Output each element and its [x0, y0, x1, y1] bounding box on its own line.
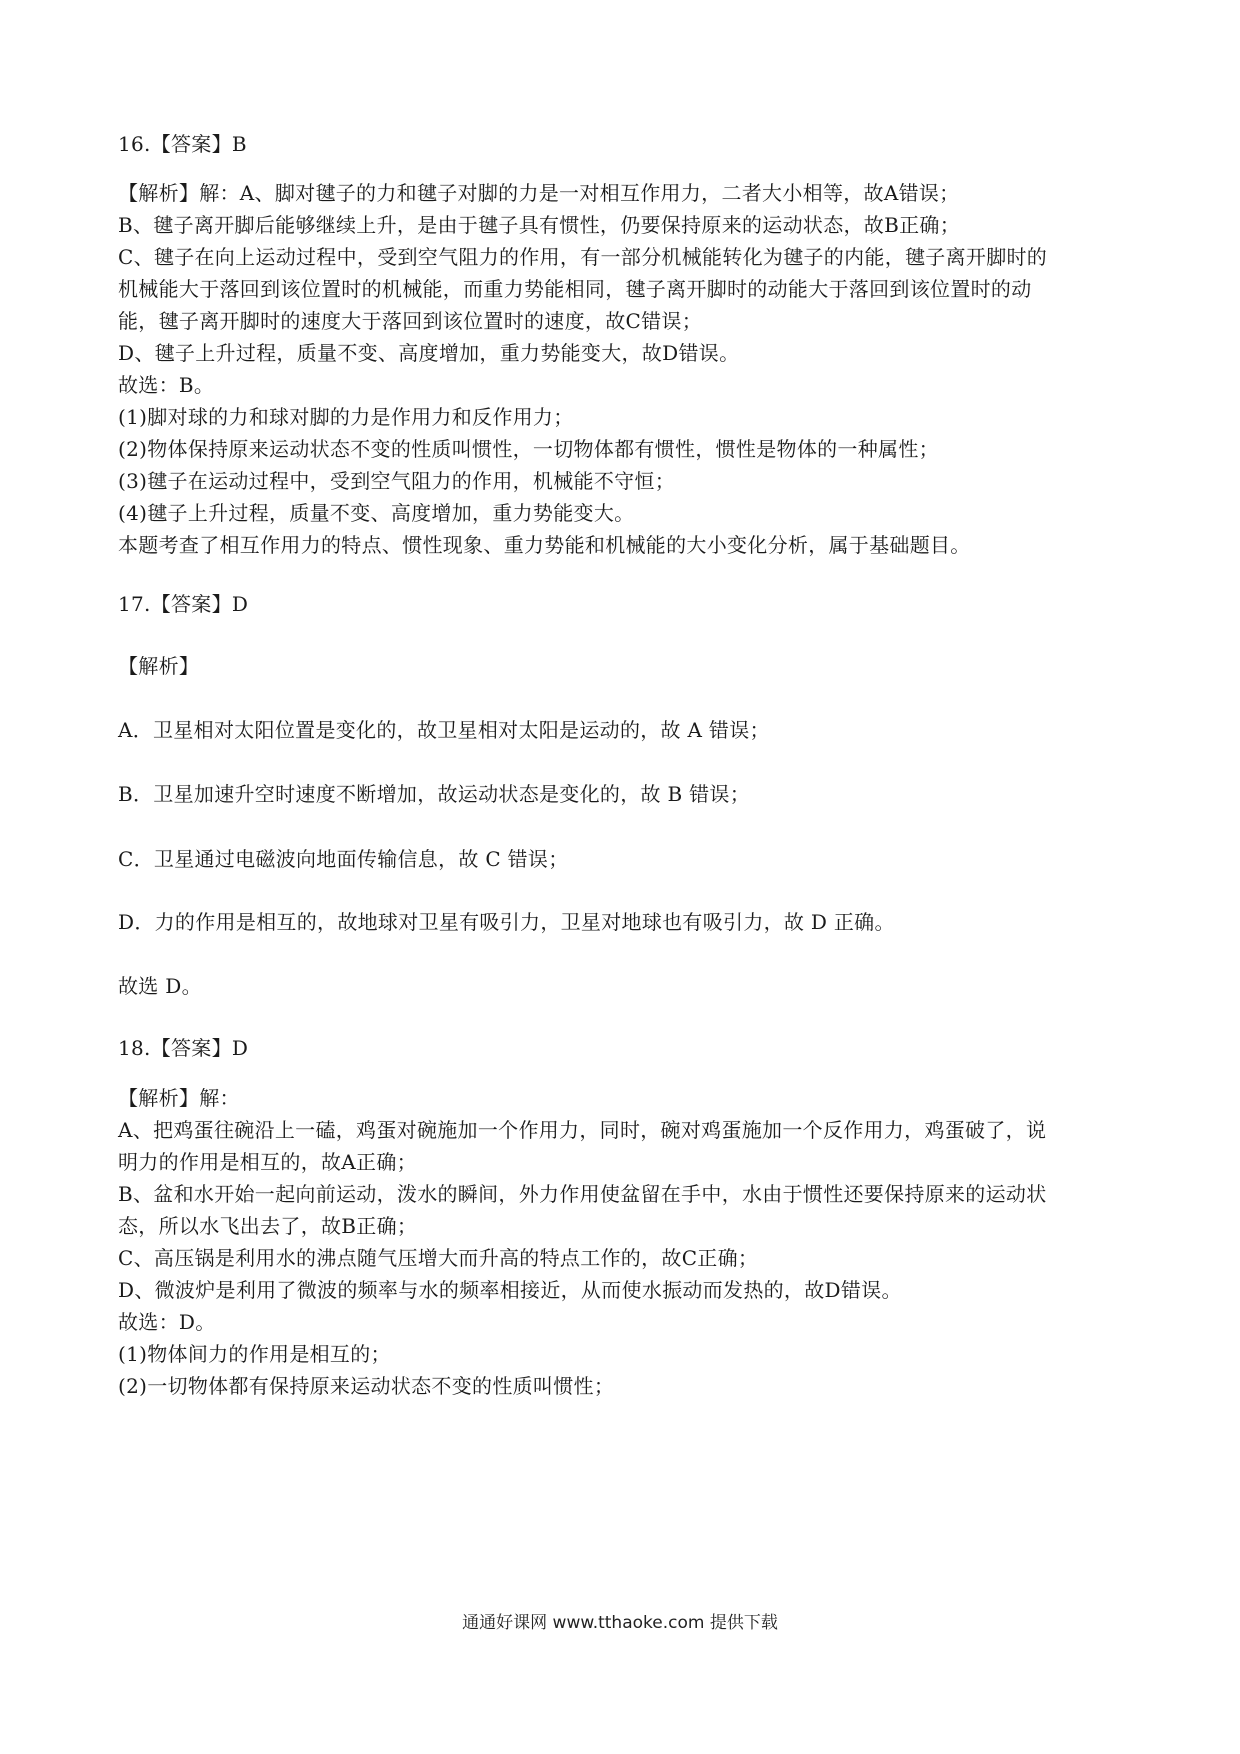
q18-line: C、高压锅是利用水的沸点随气压增大而升高的特点工作的，故C正确；	[118, 1246, 759, 1270]
q18-line: A、把鸡蛋往碗沿上一磕，鸡蛋对碗施加一个作用力，同时，碗对鸡蛋施加一个反作用力，鸡蛋破了，说	[118, 1118, 1047, 1142]
q18-line: (1)物体间力的作用是相互的；	[118, 1342, 391, 1366]
q16-line: 故选：B。	[118, 373, 215, 397]
q16-line: 能，毽子离开脚时的速度大于落回到该位置时的速度，故C错误；	[118, 309, 703, 333]
q16-line: D、毽子上升过程，质量不变、高度增加，重力势能变大，故D错误。	[118, 341, 740, 365]
q16-line: (2)物体保持原来运动状态不变的性质叫惯性，一切物体都有惯性，惯性是物体的一种属性；	[118, 437, 939, 461]
q18-line: D、微波炉是利用了微波的频率与水的频率相接近，从而使水振动而发热的，故D错误。	[118, 1278, 902, 1302]
page-footer: 通通好课网 www.tthaoke.com 提供下载	[462, 1613, 778, 1633]
q16-line: 【解析】解：A、脚对毽子的力和毽子对脚的力是一对相互作用力，二者大小相等，故A错误；	[118, 181, 960, 205]
q17-answer-heading: 17.【答案】D	[118, 592, 249, 616]
q17-line: B．卫星加速升空时速度不断增加，故运动状态是变化的，故 B 错误；	[118, 782, 751, 806]
q18-answer-heading: 18.【答案】D	[118, 1036, 249, 1060]
q18-line: 明力的作用是相互的，故A正确；	[118, 1150, 417, 1174]
q16-line: (1)脚对球的力和球对脚的力是作用力和反作用力；	[118, 405, 574, 429]
q17-line: A．卫星相对太阳位置是变化的，故卫星相对太阳是运动的，故 A 错误；	[118, 718, 770, 742]
q18-line: 故选：D。	[118, 1310, 216, 1334]
q18-line: 【解析】解：	[118, 1086, 240, 1110]
q16-line: 本题考查了相互作用力的特点、惯性现象、重力势能和机械能的大小变化分析，属于基础题目。	[118, 533, 971, 557]
q18-line: (2)一切物体都有保持原来运动状态不变的性质叫惯性；	[118, 1374, 615, 1398]
q16-line: (3)毽子在运动过程中，受到空气阻力的作用，机械能不守恒；	[118, 469, 676, 493]
q17-line: 故选 D。	[118, 974, 202, 998]
q17-line: 【解析】	[118, 654, 200, 678]
q16-line: 机械能大于落回到该位置时的机械能，而重力势能相同，毽子离开脚时的动能大于落回到该位置时的动	[118, 277, 1032, 301]
q16-line: B、毽子离开脚后能够继续上升，是由于毽子具有惯性，仍要保持原来的运动状态，故B正确；	[118, 213, 960, 237]
q17-line: D．力的作用是相互的，故地球对卫星有吸引力，卫星对地球也有吸引力，故 D 正确。	[118, 910, 895, 934]
q16-answer-heading: 16.【答案】B	[118, 132, 247, 156]
q18-line: 态，所以水飞出去了，故B正确；	[118, 1214, 418, 1238]
q16-line: C、毽子在向上运动过程中，受到空气阻力的作用，有一部分机械能转化为毽子的内能，毽子离开脚时的	[118, 245, 1048, 269]
q17-line: C．卫星通过电磁波向地面传输信息，故 C 错误；	[118, 847, 569, 871]
document-page	[118, 0, 1128, 1754]
q16-line: (4)毽子上升过程，质量不变、高度增加，重力势能变大。	[118, 501, 635, 525]
q18-line: B、盆和水开始一起向前运动，泼水的瞬间，外力作用使盆留在手中，水由于惯性还要保持原来的运动状	[118, 1182, 1047, 1206]
